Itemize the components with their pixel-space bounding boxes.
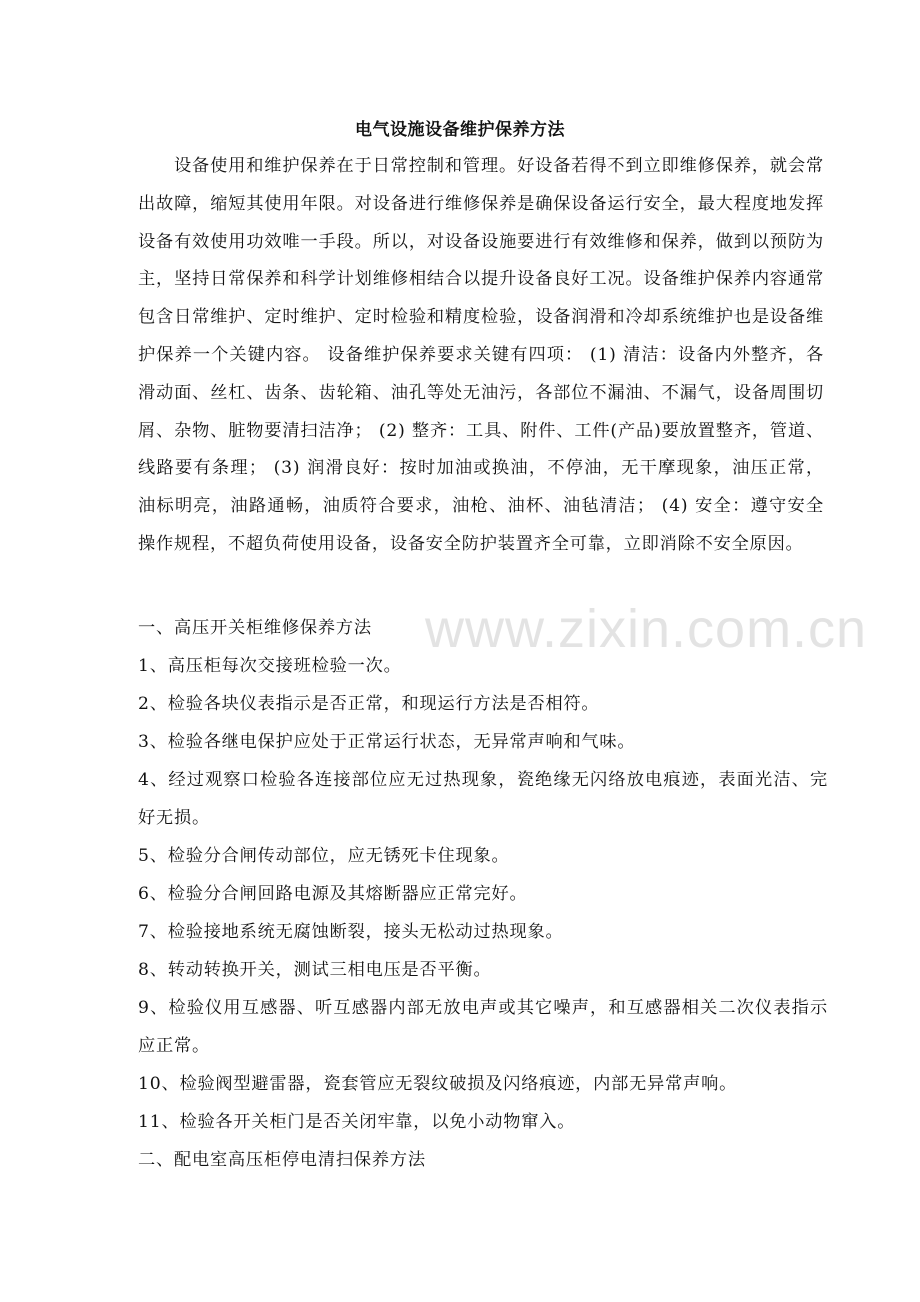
list-item: 11、检验各开关柜门是否关闭牢靠，以免小动物窜入。 (138, 1112, 576, 1132)
list-item: 6、检验分合闸回路电源及其熔断器应正常完好。 (138, 884, 528, 904)
list-item: 4、经过观察口检验各连接部位应无过热现象，瓷绝缘无闪络放电痕迹，表面光洁、完好无损。 (138, 770, 828, 828)
watermark: www.zixin.com.cn (425, 599, 868, 659)
section-heading-2: 二、配电室高压柜停电清扫保养方法 (138, 1150, 426, 1170)
document-title: 电气设施设备维护保养方法 (355, 120, 565, 140)
list-item: 8、转动转换开关，测试三相电压是否平衡。 (138, 960, 492, 980)
section-heading-1: 一、高压开关柜维修保养方法 (138, 618, 372, 638)
list-item: 2、检验各块仪表指示是否正常，和现运行方法是否相符。 (138, 694, 600, 714)
intro-paragraph: 设备使用和维护保养在于日常控制和管理。好设备若得不到立即维修保养，就会常出故障，缩短其使用年限。对设备进行维修保养是确保设备运行安全，最大程度地发挥设备有效使用功效唯一手段。所以，对设备设施要进行有效维修和保养，做到以预防为主，坚持日常保养和科学计划维修相结合以提升设备良好工况。设备维护保养内容通常包含日常维护、定时维护、定时检验和精度检验，设备润滑和冷却系统维护也是设备维护保养一个关键内容。 设备维护保养要求关键有四项： (1) 清洁：设备内外整齐，各滑动面、丝杠、齿条、齿轮箱、油孔等处无油污，各部位不漏油、不漏气，设备周围切屑、杂物、脏物要清扫洁净； (2) 整齐：工具、附件、工件(产品)要放置整齐，管道、线路要有条理； (3) 润滑良好：按时加油或换油，不停油，无干摩现象，油压正常，油标明亮，油路通畅，油质符合要求，油枪、油杯、油毡清洁； (4) 安全：遵守安全操作规程，不超负荷使用设备，设备安全防护装置齐全可靠，立即消除不安全原因。 (138, 156, 824, 554)
list-item: 5、检验分合闸传动部位，应无锈死卡住现象。 (138, 846, 510, 866)
list-item: 1、高压柜每次交接班检验一次。 (138, 656, 402, 676)
list-item: 9、检验仪用互感器、听互感器内部无放电声或其它噪声，和互感器相关二次仪表指示应正常。 (138, 998, 828, 1056)
list-item: 3、检验各继电保护应处于正常运行状态，无异常声响和气味。 (138, 732, 636, 752)
list-item: 7、检验接地系统无腐蚀断裂，接头无松动过热现象。 (138, 922, 564, 942)
list-item: 10、检验阀型避雷器，瓷套管应无裂纹破损及闪络痕迹，内部无异常声响。 (138, 1074, 738, 1094)
